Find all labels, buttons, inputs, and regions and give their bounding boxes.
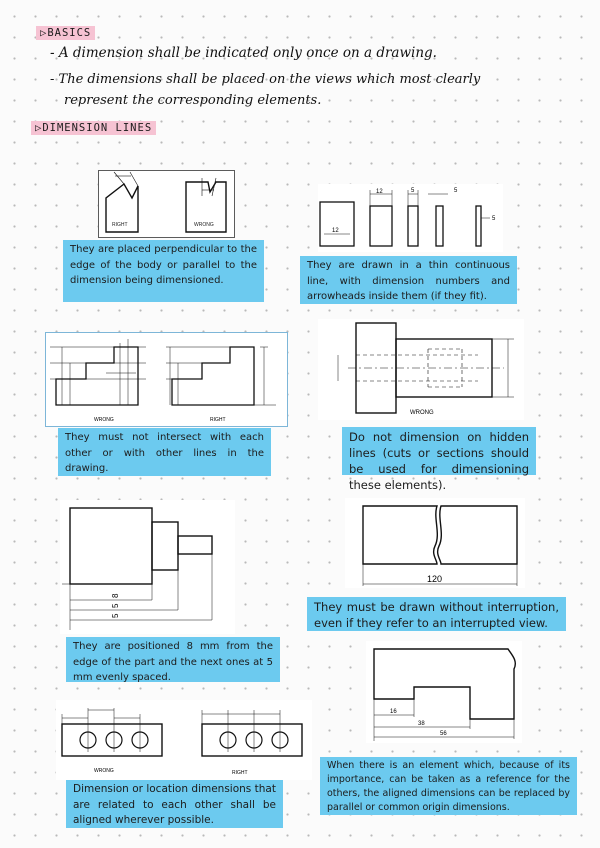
- label-wrong: WRONG: [94, 768, 114, 774]
- figure-common-origin: [366, 641, 522, 743]
- dim-38: 38: [418, 721, 425, 727]
- dimension-lines-heading: ▷DIMENSION LINES: [31, 121, 156, 135]
- dim-5b: 5: [111, 613, 120, 618]
- figure-hidden-lines: [318, 319, 524, 420]
- figure-aligned: [56, 700, 312, 780]
- label-wrong: WRONG: [410, 410, 434, 416]
- dim-5a: 5: [411, 188, 415, 194]
- dim-56: 56: [440, 731, 447, 737]
- dim-5b: 5: [454, 188, 458, 194]
- dim-8: 8: [111, 593, 120, 598]
- label-wrong: WRONG: [94, 417, 114, 423]
- dim-12b: 12: [376, 189, 383, 195]
- figure-no-intersect-drawing: [46, 333, 287, 426]
- basics-note-1: - A dimension shall be indicated only once on a drawing.: [50, 45, 437, 61]
- caption-no-intersect: They must not intersect with each other or with other lines in the drawing.: [58, 428, 271, 476]
- label-wrong: WRONG: [194, 222, 214, 228]
- label-right: RIGHT: [210, 417, 226, 423]
- figure-interrupted-drawing: [345, 498, 525, 588]
- dim-16: 16: [390, 709, 397, 715]
- figure-spacing-drawing: [60, 500, 235, 634]
- figure-common-origin-drawing: [366, 641, 522, 743]
- basics-note-2a: - The dimensions shall be placed on the views which most clearly: [50, 72, 481, 87]
- figure-hidden-lines-drawing: [318, 319, 524, 420]
- caption-spacing: They are positioned 8 mm from the edge of the part and the next ones at 5 mm evenly spaced.: [66, 637, 280, 682]
- label-right: RIGHT: [232, 770, 248, 776]
- figure-thin-line-drawing: [318, 184, 503, 252]
- caption-interrupted: They must be drawn without interruption, even if they refer to an interrupted view.: [307, 597, 566, 631]
- figure-thin-line: [318, 184, 503, 252]
- caption-thin-line: They are drawn in a thin continuous line, with dimension numbers and arrowheads inside them (if they fit).: [300, 256, 517, 304]
- dim-120: 120: [427, 574, 443, 584]
- caption-common-origin: When there is an element which, because of its importance, can be taken as a reference for the others, the aligned dimensions can be replaced by parallel or common origin dimensions.: [320, 757, 577, 815]
- caption-aligned: Dimension or location dimensions that are related to each other shall be aligned wherever possible.: [66, 780, 283, 828]
- figure-spacing: [60, 500, 235, 634]
- dim-5a: 5: [111, 603, 120, 608]
- figure-no-intersect: [45, 332, 288, 427]
- basics-heading: ▷BASICS: [36, 26, 95, 40]
- caption-hidden-lines: Do not dimension on hidden lines (cuts or sections should be used for dimensioning these elements).: [342, 427, 536, 475]
- figure-perpendicular: [98, 170, 235, 238]
- figure-interrupted: [345, 498, 525, 588]
- label-right: RIGHT: [112, 222, 128, 228]
- dim-5c: 5: [492, 216, 496, 222]
- figure-perpendicular-drawing: [98, 170, 235, 238]
- caption-perpendicular: They are placed perpendicular to the edge of the body or parallel to the dimension being dimensioned.: [63, 240, 264, 302]
- figure-aligned-drawing: [56, 700, 312, 780]
- dim-12a: 12: [332, 228, 339, 234]
- basics-note-2b: represent the corresponding elements.: [64, 93, 322, 108]
